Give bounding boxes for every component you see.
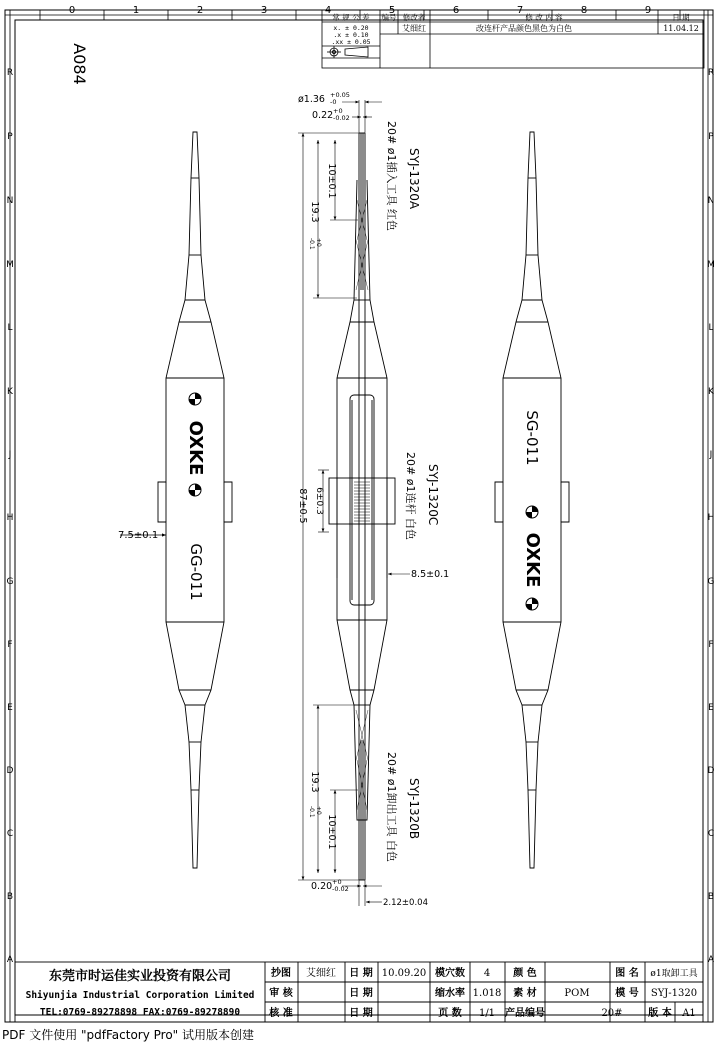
pdf-footer: PDF 文件使用 "pdfFactory Pro" 试用版本创建 bbox=[2, 1028, 255, 1042]
revision-block bbox=[322, 10, 704, 68]
dim-len-10-top: 10±0.1 bbox=[326, 163, 337, 199]
row-label-r: R bbox=[6, 68, 14, 78]
tb-cavity: 4 bbox=[483, 968, 491, 979]
row-label-k: K bbox=[7, 387, 13, 397]
dim-bore-tol-dn: -0.02 bbox=[333, 114, 350, 122]
part-b-spec: 20# ø1卸出工具 白色 bbox=[385, 752, 398, 862]
tb-pages: 1/1 bbox=[478, 1008, 496, 1019]
tb-draw-label: 抄图 bbox=[271, 968, 291, 979]
col-label-0: 0 bbox=[68, 5, 76, 16]
right-view-brand-logo: OXKE bbox=[522, 532, 543, 588]
left-view-alignment-mark-2-icon bbox=[189, 484, 201, 496]
tb-check-label: 审 核 bbox=[269, 988, 293, 999]
tb-date-label-1: 日 期 bbox=[349, 968, 373, 979]
dim-len-19-top: 19.3 bbox=[309, 201, 320, 223]
row-label-r-right: R bbox=[707, 68, 715, 78]
row-label-d: D bbox=[6, 766, 14, 776]
dim-overall-length: 87±0.5 bbox=[297, 488, 308, 524]
dim-212: 2.12±0.04 bbox=[383, 898, 428, 908]
row-label-k-right: K bbox=[708, 387, 714, 397]
company-name-cn: 东莞市时运佳实业投资有限公司 bbox=[48, 969, 232, 984]
left-view-outline bbox=[158, 132, 232, 868]
row-label-l-right: L bbox=[708, 323, 714, 333]
dim-bore: 0.22 bbox=[312, 110, 334, 121]
dim-len-19-bot-tol-up: +0 bbox=[315, 806, 322, 815]
right-view-alignment-mark-icon bbox=[526, 506, 538, 518]
right-view-marking: SG-011 bbox=[523, 410, 541, 466]
row-label-n: N bbox=[6, 196, 14, 206]
col-label-7: 7 bbox=[516, 5, 524, 16]
part-c-spec: 20# ø1连杆 白色 bbox=[404, 452, 417, 540]
company-contact: TEL:0769-89278898 FAX:0769-89278890 bbox=[39, 1007, 241, 1018]
tb-cavity-label: 模穴数 bbox=[435, 968, 465, 979]
tolerance-row-3: .xx ± 0.05 bbox=[331, 38, 371, 46]
dim-bottom-diameter-tol-up: +0 bbox=[332, 878, 342, 886]
col-label-9: 9 bbox=[644, 5, 652, 16]
row-label-d-right: D bbox=[707, 766, 715, 776]
row-label-p: P bbox=[7, 132, 13, 142]
col-label-2: 2 bbox=[196, 5, 204, 16]
row-label-f: F bbox=[7, 640, 13, 650]
tb-draw-name: 艾细红 bbox=[306, 968, 336, 979]
revision-header-editor: 修改者 bbox=[402, 13, 426, 22]
dim-len-19-bot-tol-dn: -0.1 bbox=[308, 806, 315, 818]
tb-shrink-label: 缩水率 bbox=[435, 988, 465, 999]
dim-tip-diameter-tol-up: +0.05 bbox=[330, 91, 350, 99]
tb-name: ø1取卸工具 bbox=[650, 969, 698, 979]
right-view-outline bbox=[495, 132, 569, 868]
tolerance-title: 常 规 公 差 bbox=[332, 13, 370, 22]
row-label-m-right: M bbox=[707, 260, 715, 270]
center-view-knurl bbox=[354, 482, 370, 524]
revision-date: 11.04.12 bbox=[663, 24, 699, 33]
tb-version: A1 bbox=[682, 1008, 696, 1019]
tb-color-label: 颜 色 bbox=[513, 968, 537, 979]
right-view-alignment-mark-2-icon bbox=[526, 598, 538, 610]
part-a-spec: 20# ø1插入工具 红色 bbox=[385, 121, 398, 231]
row-label-a-right: A bbox=[707, 955, 715, 965]
row-label-g: G bbox=[6, 577, 14, 587]
title-block-fields bbox=[268, 966, 698, 1019]
dim-bottom-diameter-tol-dn: -0.02 bbox=[332, 885, 349, 893]
left-view-marking: GG-011 bbox=[187, 543, 205, 601]
revision-editor: 艾细红 bbox=[402, 24, 426, 33]
row-label-e-right: E bbox=[708, 703, 714, 713]
tb-shrink: 1.018 bbox=[472, 988, 502, 999]
row-label-c-right: C bbox=[707, 829, 715, 839]
row-label-p-right: P bbox=[708, 132, 714, 142]
row-label-b-right: B bbox=[707, 892, 715, 902]
tb-date-label-3: 日 期 bbox=[349, 1008, 373, 1019]
part-c-code: SYJ-1320C bbox=[426, 464, 440, 526]
row-label-g-right: G bbox=[707, 577, 715, 587]
tb-product-no: 20# bbox=[601, 1008, 623, 1019]
part-a-code: SYJ-1320A bbox=[407, 148, 421, 210]
dim-width-85: 8.5±0.1 bbox=[411, 569, 450, 580]
tolerance-row-1: x. ± 0.20 bbox=[333, 24, 369, 32]
center-view-taper-hatching bbox=[356, 200, 368, 810]
row-label-b: B bbox=[6, 892, 14, 902]
company-name-en: Shiyunjia Industrial Corporation Limited bbox=[25, 990, 255, 1001]
tb-date-label-2: 日 期 bbox=[349, 988, 373, 999]
tb-pages-label: 页 数 bbox=[438, 1008, 462, 1019]
revision-header-date: 日 期 bbox=[672, 13, 690, 22]
row-label-e: E bbox=[7, 703, 13, 713]
left-view-alignment-mark-icon bbox=[189, 393, 201, 405]
row-label-l: L bbox=[7, 323, 13, 333]
col-label-3: 3 bbox=[260, 5, 268, 16]
dim-len-10-bot: 10±0.1 bbox=[326, 814, 337, 850]
dim-len-19-bot: 19.3 bbox=[309, 771, 320, 793]
row-label-n-right: N bbox=[707, 196, 715, 206]
col-label-5: 5 bbox=[388, 5, 396, 16]
tb-product-no-label: 产品编号 bbox=[505, 1008, 545, 1019]
row-label-j: J bbox=[8, 450, 12, 460]
col-label-8: 8 bbox=[580, 5, 588, 16]
row-label-m: M bbox=[6, 260, 14, 270]
tolerance-row-2: .x ± 0.10 bbox=[333, 31, 369, 39]
row-label-f-right: F bbox=[708, 640, 714, 650]
dim-bottom-diameter: 0.20 bbox=[311, 881, 333, 892]
revision-header-no: 编号 bbox=[381, 13, 397, 22]
dim-body-diameter-label: 7.5±0.1 bbox=[118, 530, 159, 541]
dim-tip-diameter-tol-dn: -0 bbox=[330, 98, 337, 106]
revision-header-content: 修 改 内 容 bbox=[525, 13, 563, 22]
row-label-a: A bbox=[6, 955, 14, 965]
projection-symbol-icon bbox=[327, 46, 368, 58]
tb-material: POM bbox=[564, 988, 590, 999]
tb-draw-date: 10.09.20 bbox=[381, 968, 427, 979]
row-label-j-right: J bbox=[709, 450, 713, 460]
right-view bbox=[495, 132, 569, 868]
drawing-number: A084 bbox=[70, 43, 89, 85]
col-label-1: 1 bbox=[132, 5, 140, 16]
col-label-4: 4 bbox=[324, 5, 332, 16]
tb-version-label: 版 本 bbox=[648, 1008, 672, 1019]
part-b-code: SYJ-1320B bbox=[407, 778, 421, 840]
row-label-h-right: H bbox=[707, 513, 715, 523]
dim-len-19-top-tol-dn: -0.1 bbox=[308, 238, 315, 250]
dim-len-19-top-tol-up: +0 bbox=[315, 238, 322, 247]
row-label-c: C bbox=[6, 829, 14, 839]
tb-model-label: 模 号 bbox=[615, 988, 639, 999]
tb-name-label: 图 名 bbox=[615, 968, 639, 979]
left-view-brand-logo: OXKE bbox=[185, 420, 206, 476]
dim-tip-diameter: ø1.36 bbox=[298, 94, 325, 105]
dim-len-6: 6±0.3 bbox=[314, 487, 324, 515]
tb-material-label: 素 材 bbox=[513, 988, 537, 999]
row-label-h: H bbox=[6, 513, 14, 523]
left-view bbox=[158, 132, 232, 868]
col-label-6: 6 bbox=[452, 5, 460, 16]
tb-approve-label: 核 准 bbox=[269, 1008, 293, 1019]
revision-content: 改连杆产品颜色黑色为白色 bbox=[476, 24, 572, 33]
tb-model: SYJ-1320 bbox=[650, 988, 698, 999]
dim-bore-tol-up: +0 bbox=[333, 107, 343, 115]
